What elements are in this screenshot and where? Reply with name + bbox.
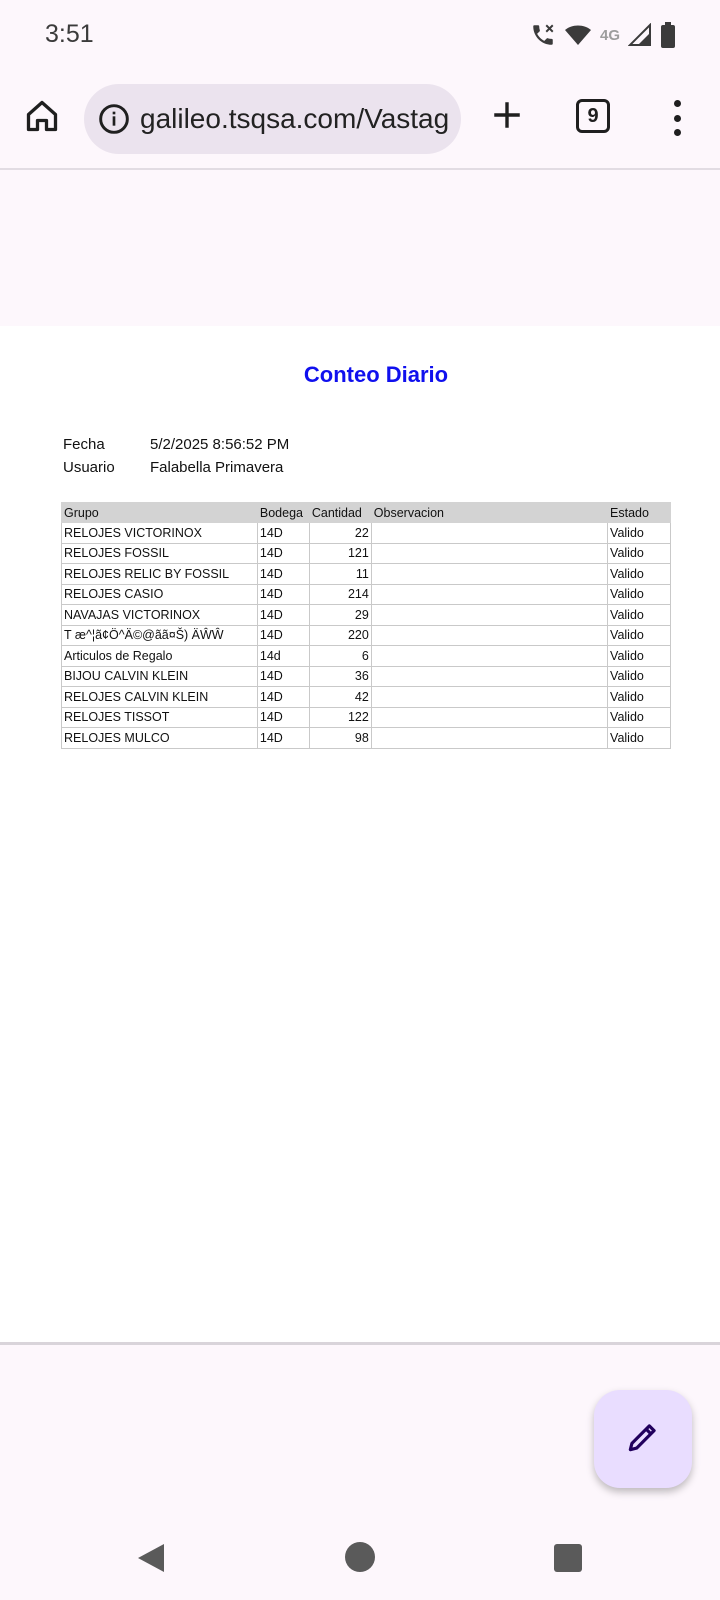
home-icon bbox=[24, 98, 60, 139]
cell-estado: Valido bbox=[608, 564, 671, 585]
cell-bodega: 14D bbox=[257, 728, 309, 749]
cell-estado: Valido bbox=[608, 728, 671, 749]
cell-cantidad: 22 bbox=[309, 523, 371, 544]
cell-observacion bbox=[371, 707, 607, 728]
report-table bbox=[61, 502, 671, 749]
edit-pencil-icon bbox=[624, 1418, 662, 1461]
cell-bodega: 14d bbox=[257, 646, 309, 667]
battery-icon bbox=[660, 22, 676, 48]
status-time: 3:51 bbox=[45, 20, 94, 48]
meta-value: 5/2/2025 8:56:52 PM bbox=[150, 436, 290, 453]
meta-label: Fecha bbox=[63, 436, 105, 453]
wifi-icon bbox=[564, 23, 592, 47]
cell-observacion bbox=[371, 728, 607, 749]
browser-toolbar bbox=[0, 72, 720, 168]
cell-cantidad: 98 bbox=[309, 728, 371, 749]
report-meta bbox=[63, 436, 289, 482]
cell-grupo: RELOJES CASIO bbox=[62, 584, 258, 605]
column-header-observacion: Observacion bbox=[371, 503, 607, 523]
tab-count: 9 bbox=[587, 104, 599, 127]
cell-observacion bbox=[371, 646, 607, 667]
cell-bodega: 14D bbox=[257, 625, 309, 646]
cell-cantidad: 122 bbox=[309, 707, 371, 728]
cell-estado: Valido bbox=[608, 523, 671, 544]
table-row bbox=[62, 523, 671, 544]
cell-bodega: 14D bbox=[257, 605, 309, 626]
cell-cantidad: 11 bbox=[309, 564, 371, 585]
cell-estado: Valido bbox=[608, 707, 671, 728]
page-top-band bbox=[0, 170, 720, 326]
table-row bbox=[62, 728, 671, 749]
status-bar bbox=[0, 0, 720, 72]
cell-grupo: Articulos de Regalo bbox=[62, 646, 258, 667]
back-icon[interactable] bbox=[136, 1542, 166, 1579]
cell-cantidad: 42 bbox=[309, 687, 371, 708]
column-header-estado: Estado bbox=[608, 503, 671, 523]
cell-grupo: T æ^¦ã¢Ö^Ä©@ãã¤Š) ÄŴŴ bbox=[62, 625, 258, 646]
home-circle-icon[interactable] bbox=[345, 1542, 375, 1572]
table-row bbox=[62, 543, 671, 564]
cell-cantidad: 214 bbox=[309, 584, 371, 605]
meta-label: Usuario bbox=[63, 459, 115, 476]
table-row bbox=[62, 584, 671, 605]
column-header-cantidad: Cantidad bbox=[309, 503, 371, 523]
table-row bbox=[62, 646, 671, 667]
meta-row-usuario bbox=[63, 459, 289, 482]
home-button[interactable] bbox=[20, 96, 64, 140]
page-bottom-edge bbox=[0, 1342, 720, 1345]
table-row bbox=[62, 605, 671, 626]
cell-estado: Valido bbox=[608, 584, 671, 605]
column-header-grupo: Grupo bbox=[62, 503, 258, 523]
new-tab-button[interactable] bbox=[484, 94, 530, 140]
cell-observacion bbox=[371, 666, 607, 687]
cell-bodega: 14D bbox=[257, 564, 309, 585]
plus-icon bbox=[490, 98, 524, 137]
cell-observacion bbox=[371, 687, 607, 708]
cell-bodega: 14D bbox=[257, 707, 309, 728]
cell-observacion bbox=[371, 605, 607, 626]
wifi-calling-icon bbox=[530, 22, 556, 48]
cell-grupo: NAVAJAS VICTORINOX bbox=[62, 605, 258, 626]
table-row bbox=[62, 687, 671, 708]
cell-bodega: 14D bbox=[257, 584, 309, 605]
network-label: 4G bbox=[599, 26, 620, 44]
info-icon[interactable] bbox=[96, 101, 132, 137]
cell-observacion bbox=[371, 543, 607, 564]
edit-fab-button[interactable] bbox=[594, 1390, 692, 1488]
cell-observacion bbox=[371, 625, 607, 646]
status-icons bbox=[530, 20, 676, 50]
more-vert-icon[interactable] bbox=[664, 94, 690, 142]
report-title: Conteo Diario bbox=[303, 362, 449, 387]
cell-cantidad: 220 bbox=[309, 625, 371, 646]
tab-switcher-button[interactable] bbox=[576, 99, 610, 133]
cell-grupo: RELOJES RELIC BY FOSSIL bbox=[62, 564, 258, 585]
table-row bbox=[62, 625, 671, 646]
cell-observacion bbox=[371, 584, 607, 605]
report-table-body bbox=[62, 523, 671, 749]
cell-grupo: BIJOU CALVIN KLEIN bbox=[62, 666, 258, 687]
cell-estado: Valido bbox=[608, 666, 671, 687]
cell-grupo: RELOJES CALVIN KLEIN bbox=[62, 687, 258, 708]
table-row bbox=[62, 707, 671, 728]
meta-row-fecha bbox=[63, 436, 289, 459]
cell-estado: Valido bbox=[608, 543, 671, 564]
cell-cantidad: 121 bbox=[309, 543, 371, 564]
cell-estado: Valido bbox=[608, 687, 671, 708]
cell-grupo: RELOJES VICTORINOX bbox=[62, 523, 258, 544]
signal-icon bbox=[628, 23, 652, 47]
table-row bbox=[62, 564, 671, 585]
cell-estado: Valido bbox=[608, 646, 671, 667]
url-bar[interactable] bbox=[84, 84, 461, 154]
cell-bodega: 14D bbox=[257, 687, 309, 708]
url-text[interactable]: galileo.tsqsa.com/Vastag bbox=[140, 103, 450, 134]
cell-bodega: 14D bbox=[257, 666, 309, 687]
cell-cantidad: 36 bbox=[309, 666, 371, 687]
cell-bodega: 14D bbox=[257, 523, 309, 544]
system-nav-bar bbox=[0, 1520, 720, 1600]
meta-value: Falabella Primavera bbox=[150, 459, 284, 476]
cell-estado: Valido bbox=[608, 605, 671, 626]
column-header-bodega: Bodega bbox=[257, 503, 309, 523]
cell-grupo: RELOJES TISSOT bbox=[62, 707, 258, 728]
recents-icon[interactable] bbox=[554, 1544, 582, 1572]
cell-observacion bbox=[371, 523, 607, 544]
cell-grupo: RELOJES FOSSIL bbox=[62, 543, 258, 564]
table-header-row bbox=[62, 503, 671, 523]
cell-observacion bbox=[371, 564, 607, 585]
cell-estado: Valido bbox=[608, 625, 671, 646]
cell-bodega: 14D bbox=[257, 543, 309, 564]
cell-cantidad: 6 bbox=[309, 646, 371, 667]
cell-cantidad: 29 bbox=[309, 605, 371, 626]
report-page bbox=[0, 326, 720, 1342]
table-row bbox=[62, 666, 671, 687]
cell-grupo: RELOJES MULCO bbox=[62, 728, 258, 749]
